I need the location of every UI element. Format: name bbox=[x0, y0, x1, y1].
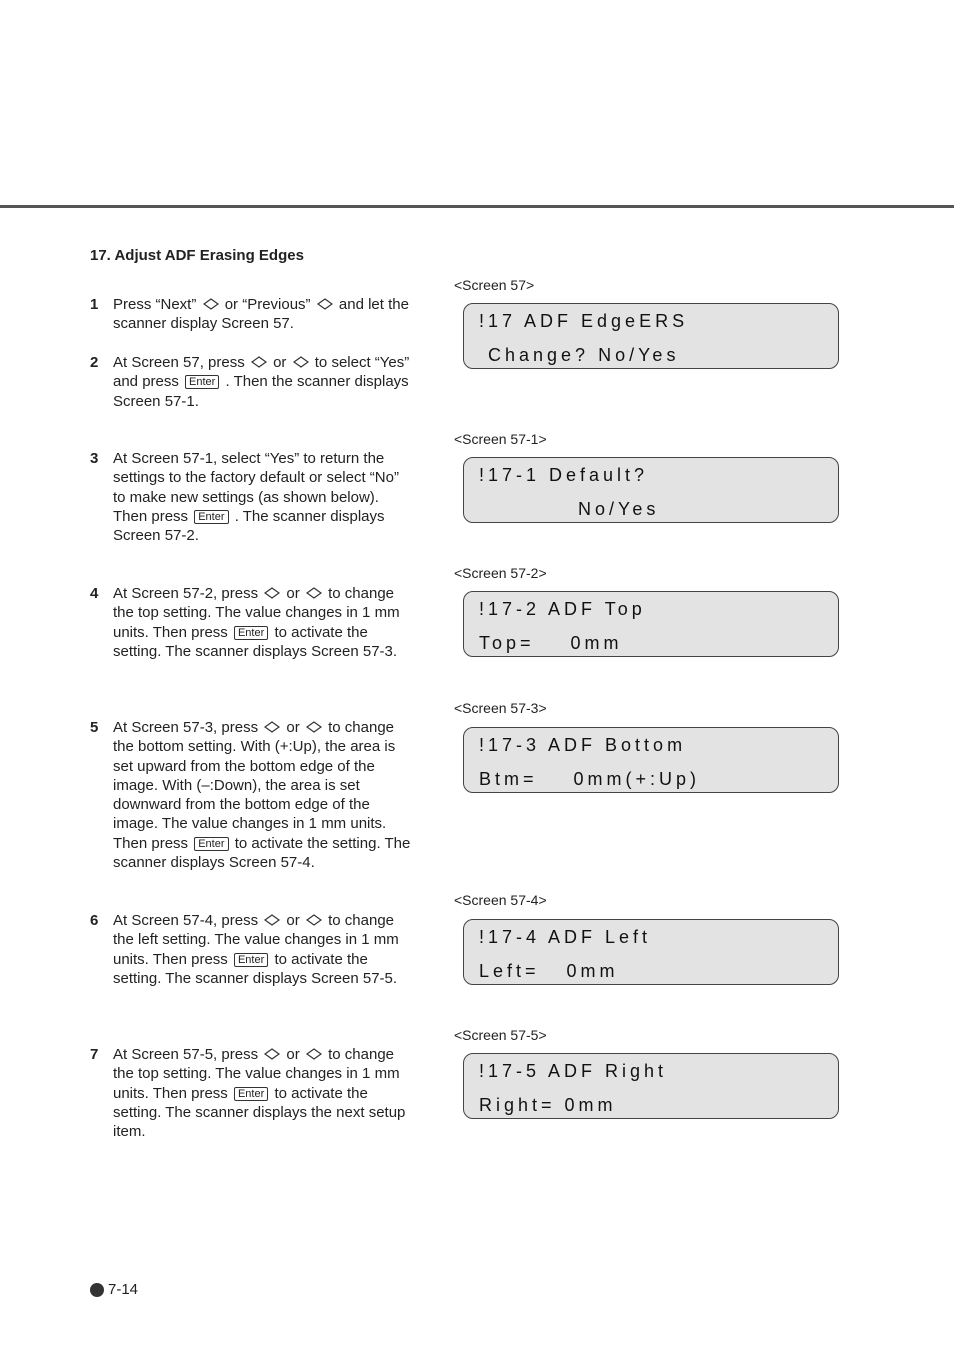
header-rule bbox=[0, 205, 954, 208]
step-text-segment: At Screen 57, press bbox=[113, 354, 245, 371]
previous-arrow-icon bbox=[317, 298, 333, 310]
next-arrow-icon bbox=[306, 914, 322, 926]
step-text-segment: or bbox=[286, 585, 300, 602]
enter-key: Enter bbox=[234, 953, 268, 967]
step-text bbox=[113, 718, 413, 872]
lcd-screen bbox=[463, 591, 839, 657]
lcd-line-2: Change? No/Yes bbox=[479, 345, 680, 365]
lcd-screen bbox=[463, 919, 839, 985]
step-text-segment: or bbox=[286, 719, 300, 736]
enter-key: Enter bbox=[234, 626, 268, 640]
screen-label: <Screen 57-3> bbox=[454, 700, 547, 716]
step-text bbox=[113, 584, 413, 661]
screen-label: <Screen 57-4> bbox=[454, 892, 547, 908]
next-arrow-icon bbox=[306, 721, 322, 733]
step-text-segment: to select “Yes” and press bbox=[113, 354, 410, 391]
lcd-line-1: !17-4 ADF Left bbox=[479, 927, 652, 947]
previous-arrow-icon bbox=[264, 721, 280, 733]
previous-arrow-icon bbox=[264, 587, 280, 599]
lcd-line-1: !17 ADF EdgeERS bbox=[479, 311, 689, 331]
screen-label: <Screen 57-2> bbox=[454, 565, 547, 581]
bullet-icon bbox=[90, 1283, 104, 1297]
step-number: 6 bbox=[90, 912, 99, 929]
previous-arrow-icon bbox=[251, 356, 267, 368]
step-text bbox=[113, 1045, 413, 1141]
step-text-segment: or bbox=[273, 354, 287, 371]
step-text bbox=[113, 449, 413, 545]
step-text-segment: to change the left setting. The value changes in 1 mm units. Then press bbox=[113, 912, 399, 968]
lcd-screen bbox=[463, 457, 839, 523]
step-text-segment: At Screen 57-3, press bbox=[113, 719, 259, 736]
step-text-segment: At Screen 57-4, press bbox=[113, 912, 259, 929]
next-arrow-icon bbox=[203, 298, 219, 310]
enter-key: Enter bbox=[185, 375, 219, 389]
page-footer bbox=[90, 1281, 138, 1298]
step-text-segment: At Screen 57-5, press bbox=[113, 1046, 259, 1063]
step-number: 2 bbox=[90, 354, 99, 371]
step-text-segment: At Screen 57-2, press bbox=[113, 585, 259, 602]
step-number: 3 bbox=[90, 450, 99, 467]
step-text-segment: to change the top setting. The value changes in 1 mm units. Then press bbox=[113, 585, 400, 641]
lcd-line-1: !17-2 ADF Top bbox=[479, 599, 646, 619]
enter-key: Enter bbox=[194, 510, 228, 524]
step-text-segment: and let the scanner display Screen 57. bbox=[113, 296, 409, 333]
previous-arrow-icon bbox=[264, 1048, 280, 1060]
step-number: 5 bbox=[90, 719, 99, 736]
step-number: 7 bbox=[90, 1046, 99, 1063]
step-text-segment: Press “Next” bbox=[113, 296, 197, 313]
step-text bbox=[113, 911, 413, 988]
previous-arrow-icon bbox=[264, 914, 280, 926]
enter-key: Enter bbox=[234, 1087, 268, 1101]
enter-key: Enter bbox=[194, 837, 228, 851]
step-text bbox=[113, 295, 413, 334]
step-text-segment: or bbox=[286, 1046, 300, 1063]
lcd-screen bbox=[463, 303, 839, 369]
screen-label: <Screen 57-5> bbox=[454, 1027, 547, 1043]
step-text-segment: . The scanner displays Screen 57-2. bbox=[113, 507, 385, 545]
lcd-line-1: !17-5 ADF Right bbox=[479, 1061, 668, 1081]
lcd-line-2: Top= 0mm bbox=[479, 633, 623, 653]
lcd-line-1: !17-1 Default? bbox=[479, 465, 649, 485]
step-text-segment: to change the bottom setting. With (+:Up), the area is set upward from the bottom edge of the image. With (–:Down), the area is set downward from the bottom edge of the image. The value changes in 1 mm units. Then press bbox=[113, 719, 396, 852]
step-text-segment: to activate the setting. The scanner displays Screen 57-3. bbox=[113, 623, 398, 660]
next-arrow-icon bbox=[306, 587, 322, 599]
step-text-segment: At Screen 57-1, select “Yes” to return the settings to the factory default or select “No” to make new settings (as shown below). Then press bbox=[113, 450, 399, 525]
lcd-line-1: !17-3 ADF Bottom bbox=[479, 735, 687, 755]
step-text-segment: to activate the setting. The scanner displays the next setup item. bbox=[113, 1084, 406, 1141]
screen-label: <Screen 57-1> bbox=[454, 431, 547, 447]
step-text-segment: to activate the setting. The scanner displays Screen 57-4. bbox=[113, 834, 411, 872]
step-text-segment: or bbox=[286, 912, 300, 929]
step-text-segment: to change the top setting. The value changes in 1 mm units. Then press bbox=[113, 1046, 400, 1102]
lcd-line-2: Right= 0mm bbox=[479, 1095, 617, 1115]
step-number: 1 bbox=[90, 296, 99, 313]
step-text-segment: . Then the scanner displays Screen 57-1. bbox=[113, 373, 409, 410]
next-arrow-icon bbox=[306, 1048, 322, 1060]
lcd-line-2: Left= 0mm bbox=[479, 961, 619, 981]
step-text-segment: to activate the setting. The scanner displays Screen 57-5. bbox=[113, 950, 398, 987]
screen-label: <Screen 57> bbox=[454, 277, 535, 293]
step-text-segment: or “Previous” bbox=[224, 296, 311, 313]
lcd-line-2: Btm= 0mm(+:Up) bbox=[479, 769, 701, 789]
lcd-line-2: No/Yes bbox=[479, 499, 660, 519]
section-title: 17. Adjust ADF Erasing Edges bbox=[90, 247, 304, 264]
lcd-screen bbox=[463, 1053, 839, 1119]
next-arrow-icon bbox=[293, 356, 309, 368]
lcd-screen bbox=[463, 727, 839, 793]
step-text bbox=[113, 353, 413, 411]
page-number: 7-14 bbox=[108, 1281, 139, 1298]
step-number: 4 bbox=[90, 585, 99, 602]
